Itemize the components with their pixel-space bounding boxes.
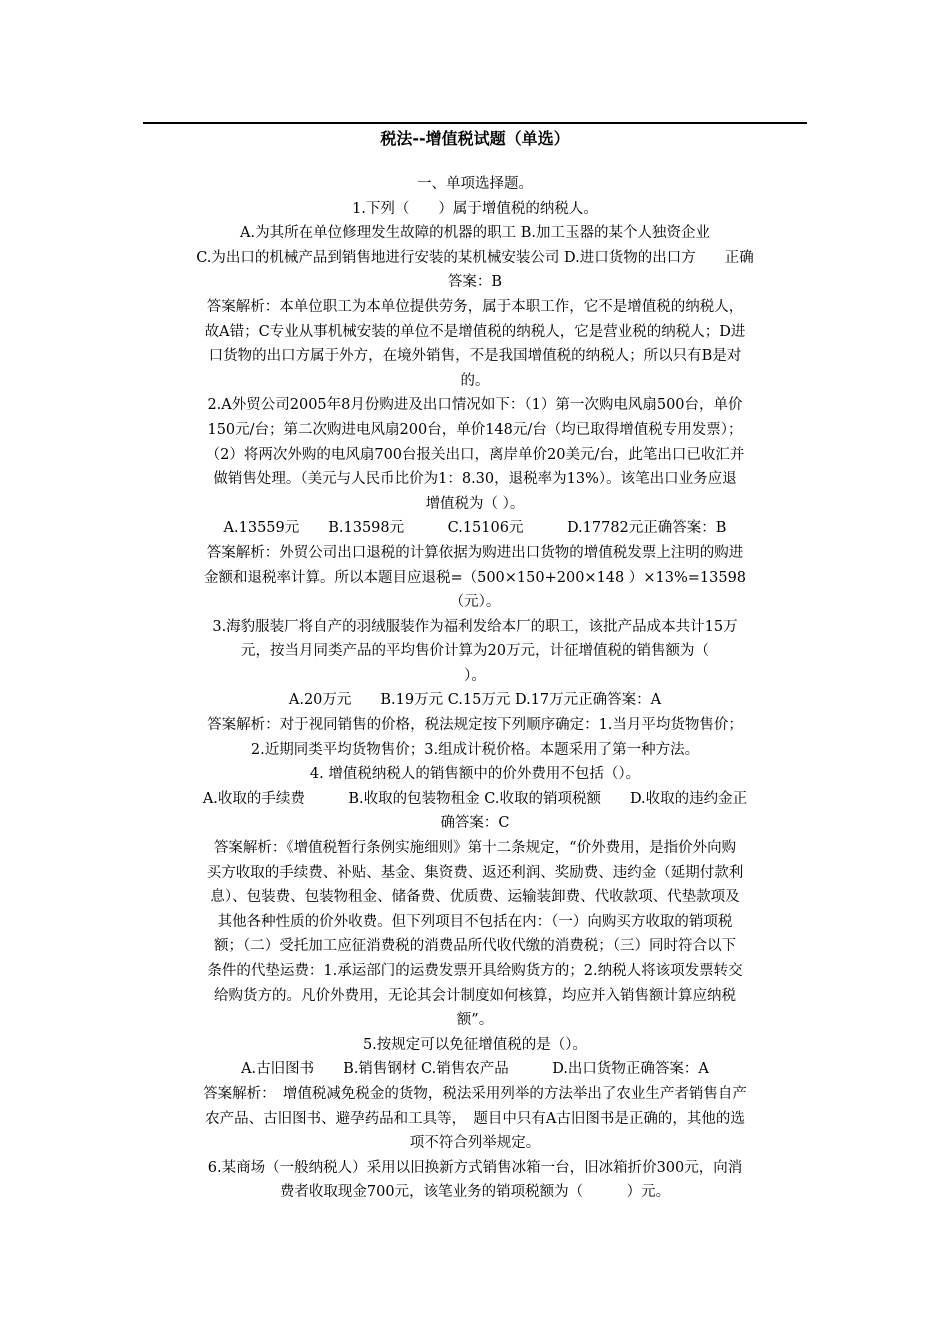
text-line: 一、单项选择题。 [417, 176, 533, 192]
text-line: A.收取的手续费 B.收取的包装物租金 C.收取的销项税额 D.收取的违约金正 [202, 790, 748, 807]
document-title: 税法--增值税试题（单选） [380, 129, 570, 148]
text-line: A.20万元 B.19万元 C.15万元 D.17万元正确答案：A [288, 692, 662, 709]
text-line: 增值税为（ ）。 [425, 495, 525, 512]
text-line: 确答案：C [440, 815, 510, 832]
header-rule [143, 122, 807, 124]
text-line: 农产品、古旧图书、避孕药品和工具等， 题目中只有A古旧图书是正确的，其他的选 [205, 1110, 745, 1127]
text-line: 答案解析：对于视同销售的价格，税法规定按下列顺序确定：1.当月平均货物售价； [207, 717, 743, 734]
text-line: A.13559元 B.13598元 C.15106元 D.17782元正确答案：B [223, 520, 727, 537]
text-line: A.为其所在单位修理发生故障的机器的职工 B.加工玉器的某个人独资企业 [240, 225, 710, 242]
text-line: 元，按当月同类产品的平均售价计算为20万元，计征增值税的销售额为（ [241, 643, 709, 660]
text-line: 额；（二）受托加工应征消费税的消费品所代收代缴的消费税；（三）同时符合以下 [214, 938, 736, 955]
document-body [143, 172, 807, 1205]
text-line: 息）、包装费、包装物租金、储备费、优质费、运输装卸费、代收款项、代垫款项及 [210, 889, 740, 906]
text-line: 6.某商场（一般纳税人）采用以旧换新方式销售冰箱一台，旧冰箱折价300元，向消 [207, 1159, 743, 1176]
text-line: 金额和退税率计算。所以本题目应退税=（500×150+200×148 ）×13%=13598 [203, 569, 747, 586]
text-line: 项不符合列举规定。 [409, 1135, 541, 1152]
text-line: （元）。 [449, 594, 501, 611]
text-line: 答案解析： 增值税减免税金的货物，税法采用列举的方法举出了农业生产者销售自产 [203, 1085, 747, 1102]
text-line: 3.海豹服装厂将自产的羽绒服装作为福利发给本厂的职工，该批产品成本共计15万 [212, 618, 738, 635]
text-line: 4. 增值税纳税人的销售额中的价外费用不包括（）。 [309, 766, 641, 783]
text-line: 答案解析：本单位职工为本单位提供劳务，属于本职工作，它不是增值税的纳税人， [206, 298, 744, 315]
text-line: 答案：B [447, 274, 503, 291]
text-line: 做销售处理。（美元与人民币比价为1：8.30，退税率为13%）。该笔出口业务应退 [213, 471, 737, 488]
text-line: A.古旧图书 B.销售钢材 C.销售农产品 D.出口货物正确答案：A [241, 1061, 709, 1078]
text-line: 故A错；C专业从事机械安装的单位不是增值税的纳税人，它是营业税的纳税人；D进 [204, 323, 746, 340]
text-line: C.为出口的机械产品到销售地进行安装的某机械安装公司 D.进口货物的出口方 正确 [196, 249, 754, 266]
text-line: 2.近期同类平均货物售价；3.组成计税价格。本题采用了第一种方法。 [250, 741, 700, 758]
text-line: 额”。 [456, 1012, 494, 1029]
text-line: 给购货方的。凡价外费用，无论其会计制度如何核算，均应并入销售额计算应纳税 [214, 987, 736, 1004]
text-line: （2）将两次外购的电风扇700台报关出口，离岸单价20美元/台，此笔出口已收汇并 [205, 446, 745, 463]
text-line: 5.按规定可以免征增值税的是（）。 [362, 1036, 588, 1053]
text-line: ）。 [464, 667, 486, 684]
text-line: 条件的代垫运费：1.承运部门的运费发票开具给购货方的；2.纳税人将该项发票转交 [207, 963, 743, 979]
text-line: 答案解析：外贸公司出口退税的计算依据为购进出口货物的增值税发票上注明的购进 [206, 544, 744, 561]
text-line: 的。 [460, 372, 490, 389]
text-line: 1.下列（ ）属于增值税的纳税人。 [352, 200, 598, 217]
text-line: 150元/台；第二次购进电风扇200台，单价148元/台（均已取得增值税专用发票）； [207, 421, 743, 438]
text-line: 买方收取的手续费、补贴、基金、集资费、返还利润、奖励费、违约金（延期付款利 [206, 864, 744, 881]
text-line: 其他各种性质的价外收费。但下列项目不包括在内：（一）向购买方收取的销项税 [217, 913, 733, 930]
text-line: 口货物的出口方属于外方，在境外销售，不是我国增值税的纳税人；所以只有B是对 [208, 348, 742, 365]
text-line: 答案解析：《增值税暂行条例实施细则》第十二条规定，“价外费用，是指价外向购 [213, 840, 737, 857]
text-line: 费者收取现金700元，该笔业务的销项税额为（ ）元。 [279, 1184, 671, 1201]
text-line: 2.A外贸公司2005年8月份购进及出口情况如下：（1）第一次购电风扇500台，单价 [207, 397, 743, 414]
